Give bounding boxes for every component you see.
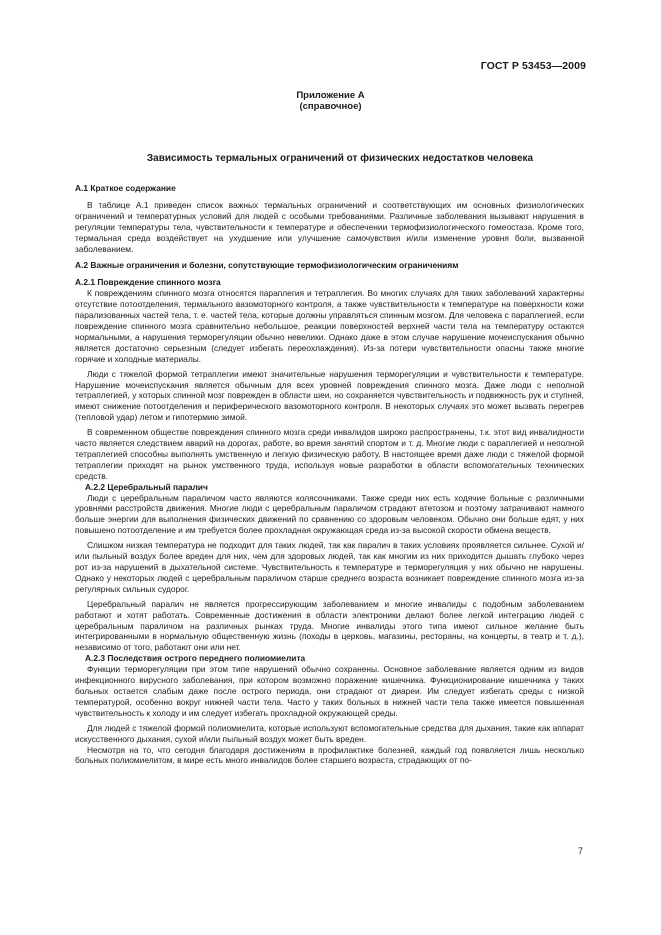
- subsection-heading-a23: А.2.3 Последствия острого переднего полиомиелита: [85, 653, 306, 664]
- paragraph: В таблице А.1 приведен список важных термальных ограничений и соответствующих им основных физиологических ограничений и температурных условий для людей с особыми требованиями. Различные заболевания вызывают нарушения в регуляции температуры тела, чувствительности к температуре и обеспечении термофизиологического гомеостаза. Кроме того, термальная среда воздействует на ухудшение или улучшение самочувствия и/или изменение уровня боли, вызванной заболеванием.: [75, 199, 584, 254]
- paragraph: Для людей с тяжелой формой полиомиелита, которые используют вспомогательные средства для дыхания, такие как аппарат искусственного дыхания, сухой и/или пыльный воздух может быть вреден.: [75, 722, 584, 744]
- page-number: 7: [577, 846, 583, 856]
- paragraph: Несмотря на то, что сегодня благодаря достижениям в профилактике болезней, каждый год появляется лишь несколько больных полиомиелитом, в мире есть много инвалидов более старшего возраста, страдающих от по-: [75, 744, 584, 766]
- section-heading-a1: А.1 Краткое содержание: [75, 183, 176, 193]
- standard-code: ГОСТ Р 53453—2009: [480, 60, 586, 72]
- annex-title: Приложение А: [296, 90, 365, 101]
- paragraph: Люди с церебральным параличом часто являются колясочниками. Также среди них есть ходячие больные с различными уровнями расстройств движения. Многие люди с церебральным параличом страдают атетозом и поэтому затрачивают намного больше энергии для выполнения физических движений по сравнению со здоровым человеком. Обычно они больше едят, у них повышено потоотделение и им требуется более прохладная окружающая среда из-за высокой скорости обмена веществ.: [75, 492, 584, 536]
- document-body: [75, 183, 584, 766]
- paragraph: Люди с тяжелой формой тетраплегии имеют значительные нарушения терморегуляции и чувствительности к температуре. Нарушение мочеиспускания является обычным для всех уровней повреждения спинного мозга. Даже люди с неполной тетраплегией, у которых спинной мозг поврежден в области шеи, но сохраняется чувствительность и подвижность рук и ступней, имеют снижение потоотделения и периферического вазомоторного контроля. В некоторых случаях это может вызвать перегрев (тепловой удар) летом и гипотермию зимой.: [75, 368, 584, 423]
- paragraph: В современном обществе повреждения спинного мозга среди инвалидов широко распространены, т.к. этот вид инвалидности часто является следствием аварий на дорогах, работе, во время занятий спортом и т. д. Многие люди с параплегией и неполной тетраплегией способны выполнять умственную и легкую физическую работу. В настоящее время даже люди с тяжелой формой тетраплегии приходят на рынок умственного труда, используя новые разработки в области вспомогательных технических средств.: [75, 427, 584, 481]
- main-title: Зависимость термальных ограничений от физических недостатков человека: [146, 153, 534, 164]
- paragraph: Церебральный паралич не является прогрессирующим заболеванием и многие инвалиды с подобным заболеванием работают и хотят работать. Современные достижения в области электроники делают более легкой интеграцию людей с церебральным параличом на различных рынках труда. Многие инвалиды этого типа имеют сильное желание быть интегрированными в нормальную общественную жизнь (походы в церковь, магазины, рестораны, на концерты, в театр и т. д.), независимо от того, работают они или нет.: [75, 598, 584, 653]
- annex-subtitle: (справочное): [299, 101, 362, 112]
- paragraph: Функции терморегуляции при этом типе нарушений обычно сохранены. Основное заболевание является одним из видов инфекционного вирусного заболевания, при котором возможно поражение кишечника. Функционирование кишечника у таких больных остается слабым даже после острого периода, они страдают от диареи. Им следует избегать среды с низкой температурой, особенно вокруг нижней части тела. Часто у таких больных в нижней части тела также имеется повышенная чувствительность к холоду и им следует избегать прохладной окружающей среды.: [75, 664, 584, 718]
- section-heading-a2: А.2 Важные ограничения и болезни, сопутствующие термофизиологическим ограничениям: [75, 260, 459, 271]
- paragraph: К повреждениям спинного мозга относятся параплегия и тетраплегия. Во многих случаях для таких заболеваний характерны отсутствие потоотделения, термального вазомоторного контроля, а также чувствительности к температуре на поверхности кожи парализованных частей тела, т. е. частей тела, которые должны управляться спинным мозгом. Для человека с параплегией, если повреждение спинного мозга сравнительно небольшое, реакции поверхностей верхней части тела на температуру остаются нормальными, а нарушения терморегуляции обычно невелики. Однако даже в этом случае нарушение мочеиспускания обычно является достаточно серьезным (следует избегать переохлаждения). Из-за потери чувствительности опасны также многие горячие и холодные материалы.: [75, 288, 584, 364]
- subsection-heading-a22: А.2.2 Церебральный паралич: [85, 481, 208, 492]
- paragraph: Слишком низкая температура не подходит для таких людей, так как паралич в таких условиях проявляется сильнее. Сухой и/или пыльный воздух более вреден для них, чем для здоровых людей, так как многим из них приходится дышать глубоко через рот из-за нарушений в дыхательной системе. Чувствительность к температуре и терморегуляция у них обычно не нарушены. Однако у некоторых людей с церебральным параличом старше среднего возраста возникает повреждение спинного мозга из-за регулярных сильных судорог.: [75, 540, 584, 594]
- subsection-heading-a21: А.2.1 Повреждение спинного мозга: [75, 277, 221, 288]
